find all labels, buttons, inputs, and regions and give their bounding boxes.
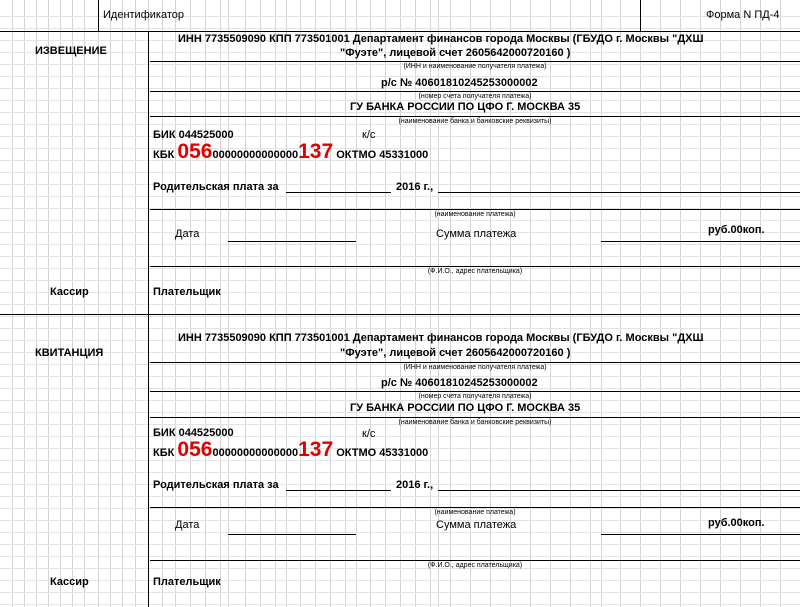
rub-kop: руб.00коп. — [708, 224, 765, 236]
period-input-line[interactable] — [286, 490, 391, 491]
payment-caption: (наименование платежа) — [434, 509, 516, 516]
correspondent-account-label: к/с — [362, 129, 376, 141]
grid-row-line — [0, 328, 800, 329]
payer-label: Плательщик — [153, 286, 221, 298]
bank-underline — [150, 116, 800, 117]
year-label: 2016 г., — [396, 479, 434, 491]
sum-input-line[interactable] — [601, 534, 800, 535]
kbk-highlight-1: 056 — [177, 438, 213, 461]
bik: БИК 044525000 — [153, 427, 234, 439]
grid-row-line — [0, 556, 800, 557]
kbk-highlight-2: 137 — [298, 140, 334, 163]
header-bottom-line — [0, 31, 800, 32]
grid-row-line — [0, 400, 800, 401]
form-label: Форма N ПД-4 — [706, 9, 780, 21]
kbk-line — [153, 141, 428, 162]
payer-underline — [150, 560, 800, 561]
grid-row-line — [0, 256, 800, 257]
kbk-prefix: КБК — [153, 447, 175, 459]
recipient-underline — [150, 61, 800, 62]
period-input-line[interactable] — [286, 192, 391, 193]
grid-row-line — [0, 172, 800, 173]
grid-row-line — [0, 592, 800, 593]
grid-row-line — [0, 136, 800, 137]
payer-label: Плательщик — [153, 576, 221, 588]
header-divider-left — [98, 0, 99, 31]
kbk-prefix: КБК — [153, 149, 175, 161]
account-number: р/с № 40601810245253000002 — [381, 77, 538, 89]
grid-row-line — [0, 472, 800, 473]
payment-caption: (наименование платежа) — [434, 211, 516, 218]
parent-payment-label: Родительская плата за — [153, 479, 279, 491]
bank-caption: (наименование банка и банковские реквизиты) — [398, 118, 552, 125]
correspondent-account-label: к/с — [362, 428, 376, 440]
kbk-middle: 00000000000000 — [212, 447, 299, 459]
grid-row-line — [0, 460, 800, 461]
kbk-highlight-2: 137 — [298, 438, 334, 461]
payment-purpose-line[interactable] — [438, 192, 800, 193]
bank-underline — [150, 417, 800, 418]
grid-row-line — [0, 544, 800, 545]
payer-caption: (Ф.И.О., адрес плательщика) — [427, 268, 523, 275]
recipient-caption: (ИНН и наименование получателя платежа) — [403, 364, 547, 371]
grid-row-line — [0, 604, 800, 605]
bank-name: ГУ БАНКА РОССИИ ПО ЦФО Г. МОСКВА 35 — [350, 402, 581, 414]
header-divider-right — [640, 0, 641, 31]
account-caption: (номер счета получателя платежа) — [418, 393, 532, 400]
kbk-middle: 00000000000000 — [212, 149, 299, 161]
cashier-label: Кассир — [50, 576, 89, 588]
parent-payment-label: Родительская плата за — [153, 181, 279, 193]
recipient-caption: (ИНН и наименование получателя платежа) — [403, 63, 547, 70]
left-column-divider — [148, 31, 149, 607]
grid-row-line — [0, 316, 800, 317]
sum-label: Сумма платежа — [436, 519, 517, 531]
account-caption: (номер счета получателя платежа) — [418, 93, 532, 100]
payer-caption: (Ф.И.О., адрес плательщика) — [427, 562, 523, 569]
grid-row-line — [0, 292, 800, 293]
payment-name-underline — [150, 507, 800, 508]
recipient-line-2: "Фуэте", лицевой счет 2605642000720160 ) — [340, 47, 571, 59]
kbk-highlight-1: 056 — [177, 140, 213, 163]
grid-row-line — [0, 220, 800, 221]
grid-row-line — [0, 496, 800, 497]
identifier-label: Идентификатор — [103, 9, 184, 21]
bank-name: ГУ БАНКА РОССИИ ПО ЦФО Г. МОСКВА 35 — [350, 101, 581, 113]
oktmo: ОКТМО 45331000 — [336, 149, 429, 161]
account-number: р/с № 40601810245253000002 — [381, 377, 538, 389]
cashier-label: Кассир — [50, 286, 89, 298]
grid-row-line — [0, 196, 800, 197]
grid-row-line — [0, 232, 800, 233]
payment-purpose-line[interactable] — [438, 490, 800, 491]
recipient-line-1: ИНН 7735509090 КПП 773501001 Департамент финансов города Москвы (ГБУДО г. Москвы "ДХШ — [178, 332, 704, 344]
account-underline — [150, 391, 800, 392]
date-label: Дата — [175, 519, 200, 531]
oktmo: ОКТМО 45331000 — [336, 447, 429, 459]
payer-underline — [150, 266, 800, 267]
grid-row-line — [0, 28, 800, 29]
grid-row-line — [0, 520, 800, 521]
kbk-line — [153, 439, 428, 460]
sum-input-line[interactable] — [601, 241, 800, 242]
section-title: ИЗВЕЩЕНИЕ — [35, 45, 107, 57]
section-title: КВИТАНЦИЯ — [35, 347, 104, 359]
grid-row-line — [0, 304, 800, 305]
recipient-underline — [150, 362, 800, 363]
grid-row-line — [0, 532, 800, 533]
date-label: Дата — [175, 228, 200, 240]
section-separator — [0, 314, 800, 315]
year-label: 2016 г., — [396, 181, 434, 193]
bik: БИК 044525000 — [153, 129, 234, 141]
grid-row-line — [0, 580, 800, 581]
recipient-line-1: ИНН 7735509090 КПП 773501001 Департамент финансов города Москвы (ГБУДО г. Москвы "ДХШ — [178, 33, 704, 45]
sum-label: Сумма платежа — [436, 228, 517, 240]
grid-row-line — [0, 244, 800, 245]
account-underline — [150, 91, 800, 92]
grid-row-line — [0, 280, 800, 281]
bank-caption: (наименование банка и банковские реквизиты) — [398, 419, 552, 426]
payment-name-underline — [150, 209, 800, 210]
date-input-line[interactable] — [228, 241, 356, 242]
date-input-line[interactable] — [228, 534, 356, 535]
recipient-line-2: "Фуэте", лицевой счет 2605642000720160 ) — [340, 347, 571, 359]
grid-row-line — [0, 436, 800, 437]
rub-kop: руб.00коп. — [708, 517, 765, 529]
